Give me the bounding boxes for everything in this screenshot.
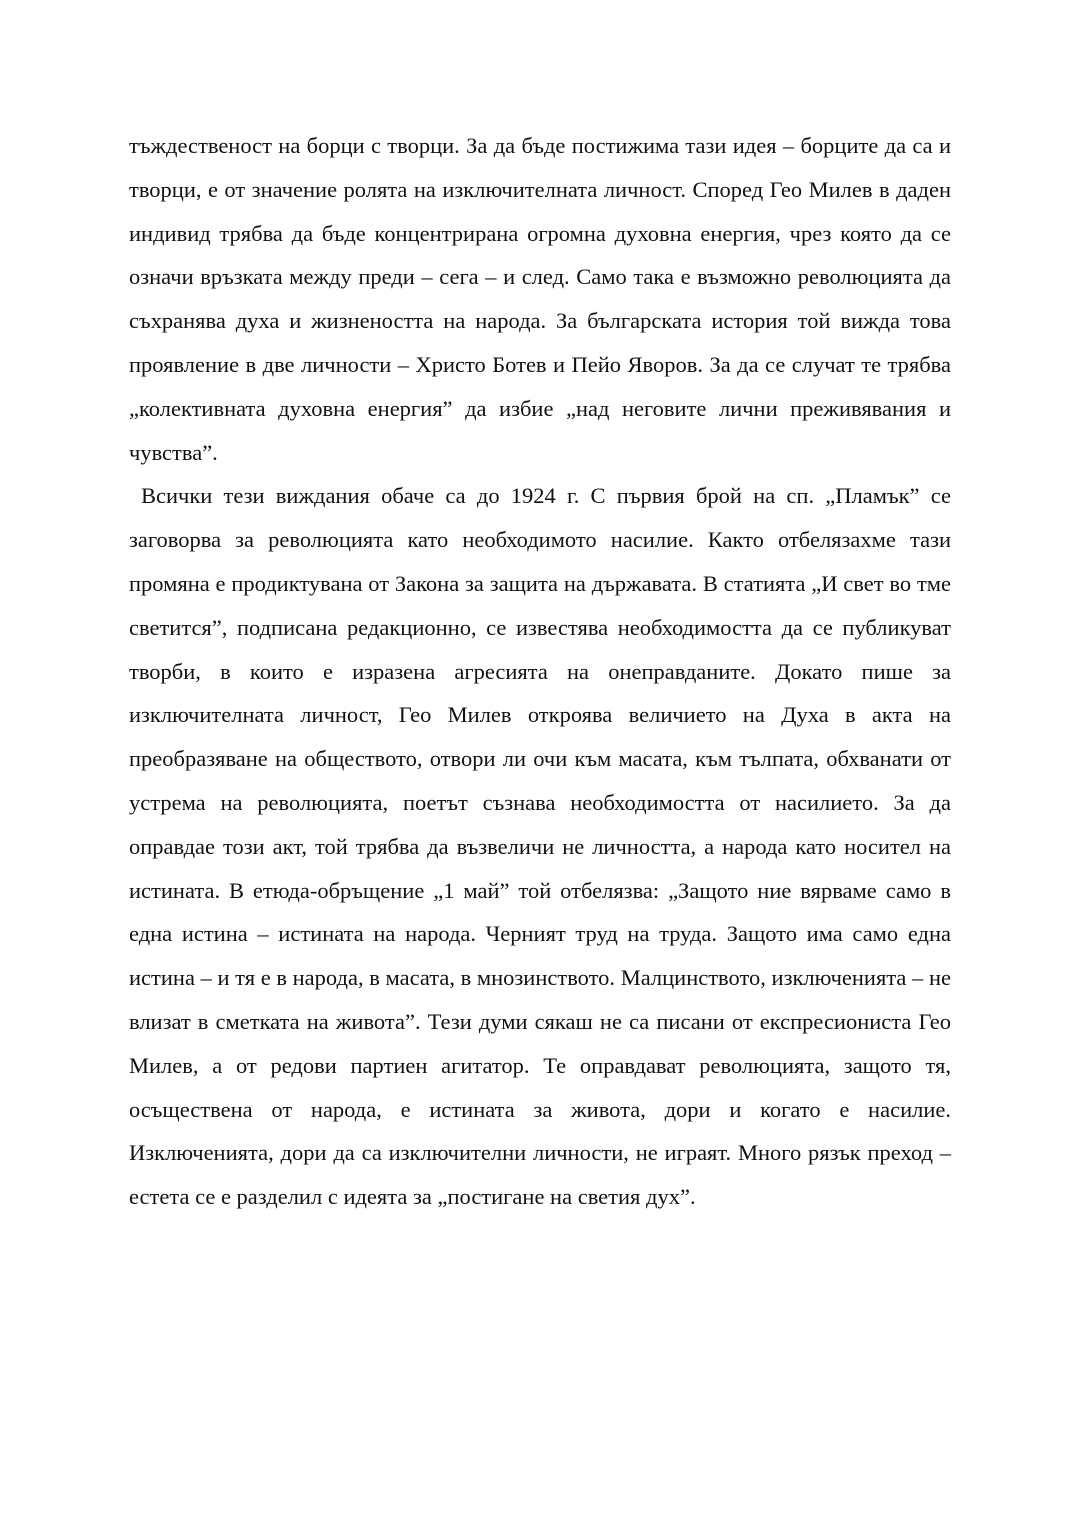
document-page [129, 124, 951, 1219]
paragraph-1: тъждественост на борци с творци. За да бъде постижима тази идея – борците да са и творци, е от значение ролята на изключителната личност. Според Гео Милев в даден индивид трябва да бъде концентрирана огромна духовна енергия, чрез която да се означи връзката между преди – сега – и след. Само така е възможно революцията да съхранява духа и жизнеността на народа. За българската история той вижда това проявление в две личности – Христо Ботев и Пейо Яворов. За да се случат те трябва „колективната духовна енергия” да избие „над неговите лични преживявания и чувства”. [129, 133, 951, 465]
paragraph-2: Всички тези виждания обаче са до 1924 г. С първия брой на сп. „Пламък” се заговорва за революцията като необходимото насилие. Както отбелязахме тази промяна е продиктувана от Закона за защита на държавата. В статията „И свет во тме светится”, подписана редакционно, се известява необходимостта да се публикуват творби, в които е изразена агресията на онеправданите. Докато пише за изключителната личност, Гео Милев откроява величието на Духа в акта на преобразяване на обществото, отвори ли очи към масата, към тълпата, обхванати от устрема на революцията, поетът съзнава необходимостта от насилието. За да оправдае този акт, той трябва да възвеличи не личността, а народа като носител на истината. В етюда-обръщение „1 май” той отбелязва: „Защото ние вярваме само в една истина – истината на народа. Черният труд на труда. Защото има само една истина – и тя е в народа, в масата, в мнозинството. Малцинството, изключенията – не влизат в сметката на живота”. Тези думи сякаш не са писани от експресиониста Гео Милев, а от редови партиен агитатор. Те оправдават революцията, защото тя, осъществена от народа, е истината за живота, дори и когато е насилие. Изключенията, дори да са изключителни личности, не играят. Много рязък преход – естета се е разделил с идеята за „постигане на светия дух”. [129, 483, 951, 1210]
